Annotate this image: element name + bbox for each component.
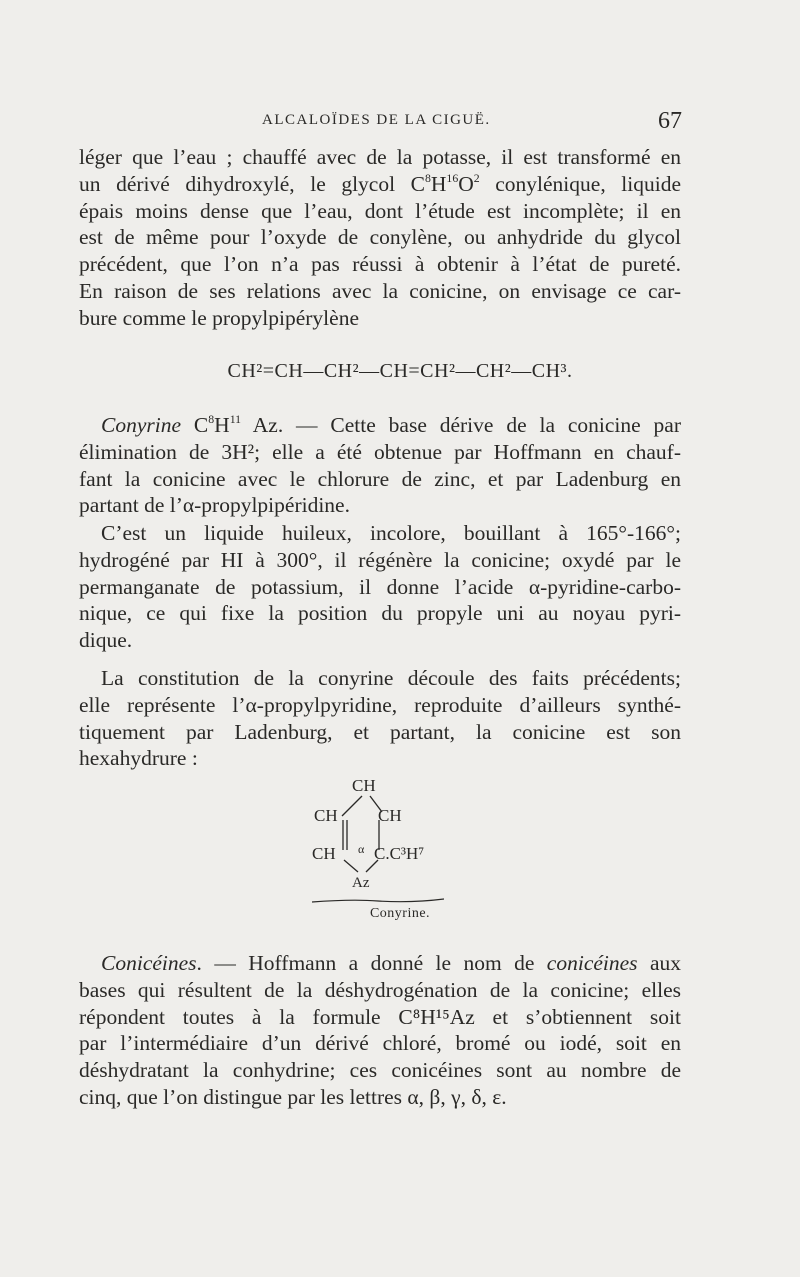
running-title: ALCALOÏDES DE LA CIGUË. — [262, 112, 491, 128]
figure-caption: Conyrine. — [369, 906, 431, 921]
text-line: bure comme le propylpipérylène — [79, 305, 359, 330]
text-line: déshydratant la conhydrine; ces conicéines sont au nombre de — [79, 1058, 681, 1083]
text-line: Conicéines. — Hoffmann a donné le nom de conicéines aux — [101, 951, 681, 975]
conyrine-structure-diagram — [300, 772, 460, 892]
atom-ch-upper-left: CH — [314, 806, 338, 825]
caption-rule — [312, 898, 444, 904]
text-line: elle représente l’α-propylpyridine, reproduite d’ailleurs synthé- — [79, 692, 681, 717]
paragraph-glycol — [79, 144, 681, 332]
text-line: fant la conicine avec le chlorure de zinc, et par Ladenburg en — [79, 466, 681, 491]
page-header — [262, 108, 682, 138]
text-line: un dérivé dihydroxylé, le glycol $C^8H^{16}O^2$ conylénique, liquide — [79, 170, 681, 196]
text-line: épais moins dense que l’eau, dont l’étude est incomplète; il en — [79, 198, 681, 223]
text-line: hexahydrure : — [79, 746, 198, 771]
text-line: bases qui résultent de la déshydrogénation de la conicine; elles — [79, 977, 681, 1002]
section-title-conyrine: Conyrine — [101, 413, 182, 437]
text-line: hydrogéné par HI à 300°, il régénère la conicine; oxydé par le — [79, 547, 681, 572]
paragraph-properties — [79, 520, 681, 654]
text-line: Conyrine $C^8H^{11}$ Az. — Cette base dérive de la conicine par — [101, 412, 682, 437]
text-line: léger que l’eau ; chauffé avec de la potasse, il est transformé en — [79, 145, 681, 169]
alpha-position-label: α — [358, 842, 365, 856]
text-line: La constitution de la conyrine découle des faits précédents; — [101, 666, 681, 690]
text-line: En raison de ses relations avec la conicine, on envisage ce car- — [79, 278, 681, 303]
ring-bonds — [300, 772, 460, 892]
text-line: précédent, que l’on n’a pas réussi à obtenir à l’état de pureté. — [79, 252, 681, 277]
text-line: par l’intermédiaire d’un dérivé chloré, bromé ou iodé, soit en — [79, 1031, 681, 1056]
section-title-coniceines: Conicéines — [101, 951, 197, 975]
propylpiperylene-formula: CH²=CH—CH²—CH=CH²—CH²—CH³. — [227, 360, 573, 382]
atom-ch-top: CH — [352, 776, 376, 795]
paragraph-conyrine — [79, 412, 681, 519]
text-line: cinq, que l’on distingue par les lettres α, β, γ, δ, ε. — [79, 1084, 507, 1109]
text-line: nique, ce qui fixe la position du propyle uni au noyau pyri- — [79, 601, 681, 626]
atom-ch-lower-left: CH — [312, 844, 336, 863]
text-line: dique. — [79, 628, 133, 653]
text-line: partant de l’α-propylpipéridine. — [79, 493, 350, 518]
atom-az-bottom: Az — [352, 875, 370, 891]
text-line: élimination de 3H²; elle a été obtenue par Hoffmann en chauf- — [79, 439, 681, 464]
atom-c-propyl: C.C³H⁷ — [374, 844, 425, 863]
paragraph-coniceines — [79, 950, 681, 1111]
text-line: C’est un liquide huileux, incolore, bouillant à 165°-166°; — [101, 521, 681, 545]
text-line: répondent toutes à la formule C⁸H¹⁵Az et s’obtiennent soit — [79, 1004, 681, 1029]
page-number: 67 — [658, 108, 682, 134]
paragraph-constitution — [79, 665, 681, 772]
text-line: permanganate de potassium, il donne l’acide α-pyridine-carbo- — [79, 574, 681, 599]
atom-ch-upper-right: CH — [378, 806, 402, 825]
text-line: tiquement par Ladenburg, et partant, la conicine est son — [79, 719, 681, 744]
text-line: est de même pour l’oxyde de conylène, ou anhydride du glycol — [79, 225, 681, 250]
